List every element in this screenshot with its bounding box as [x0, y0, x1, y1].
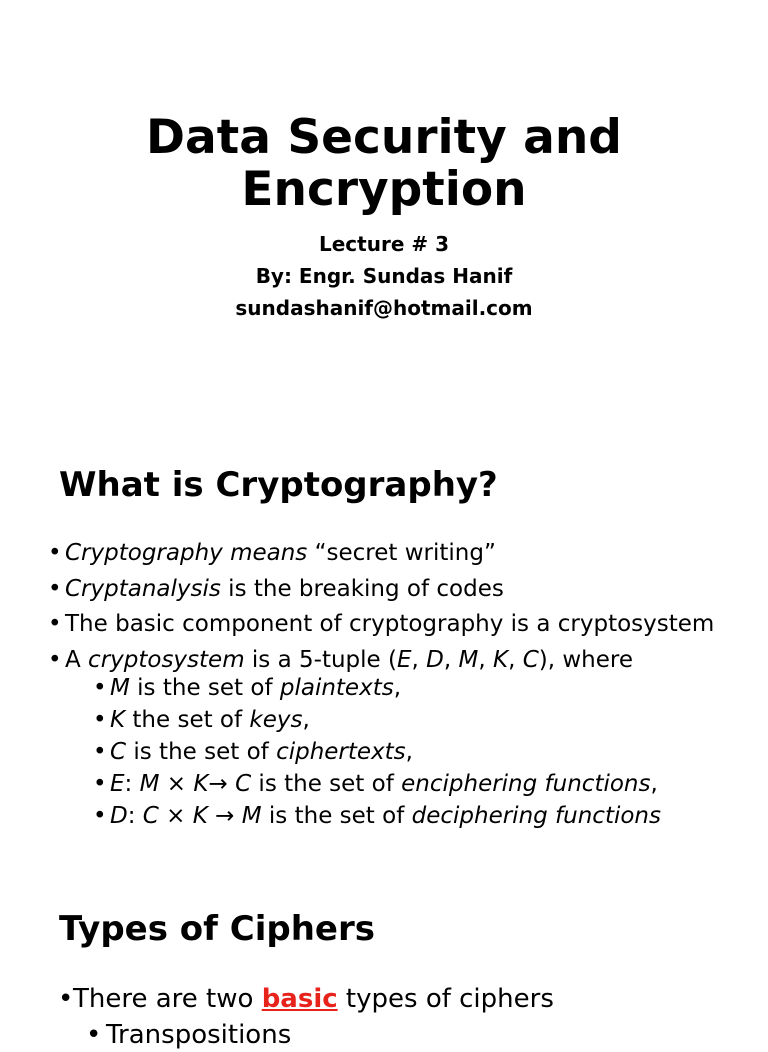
subtitle-block: [0, 228, 768, 324]
bullet-text: types of ciphers: [337, 984, 554, 1014]
term: ciphertexts: [276, 738, 406, 765]
bullet-text: The basic component of cryptography is a cryptosystem: [65, 611, 715, 637]
bullet-item: [48, 646, 748, 832]
operator: ×: [159, 770, 194, 797]
separator: ,: [443, 646, 459, 673]
title-slide: [0, 0, 768, 430]
variable: D: [426, 646, 444, 673]
variable: K: [192, 802, 208, 829]
slide-heading: Types of Ciphers: [59, 909, 375, 949]
bullet-text: A: [65, 646, 89, 673]
bullet-item: [48, 610, 748, 638]
variable: C: [522, 646, 539, 673]
term: cryptosystem: [88, 646, 245, 673]
term: Cryptanalysis: [65, 575, 221, 602]
bullet-text: the set of: [125, 706, 250, 733]
highlighted-word: basic: [261, 984, 338, 1014]
variable: K: [193, 770, 209, 797]
variable: M: [139, 770, 160, 797]
variable: C: [110, 738, 127, 765]
operator: →: [208, 770, 236, 797]
bullet-text: ), where: [538, 646, 633, 673]
sub-bullet-list: [65, 672, 748, 832]
operator: →: [207, 802, 242, 829]
bullet-text: is the set of: [126, 738, 277, 765]
slide-heading: What is Cryptography?: [59, 465, 498, 505]
bullet-item: [58, 982, 758, 1016]
variable: C: [142, 802, 159, 829]
bullet-item: [48, 539, 748, 567]
separator: ,: [302, 706, 310, 733]
separator: ,: [650, 770, 658, 797]
author-email: sundashanif@hotmail.com: [235, 296, 533, 320]
types-of-ciphers-slide: [0, 862, 768, 1050]
bullet-text: is the breaking of codes: [220, 575, 504, 602]
separator: ,: [478, 646, 493, 673]
variable: M: [110, 674, 130, 701]
variable: E: [110, 770, 125, 797]
variable: M: [241, 802, 262, 829]
separator: ,: [508, 646, 523, 673]
term: plaintexts: [279, 674, 394, 701]
term: enciphering functions: [401, 770, 651, 797]
bullet-list: [48, 539, 748, 839]
sub-bullet-item: [93, 768, 748, 800]
sub-bullet-item: [93, 704, 748, 736]
bullet-text: is the set of: [129, 674, 280, 701]
bullet-text: is the set of: [251, 770, 402, 797]
operator: ×: [158, 802, 193, 829]
term: Cryptography means: [65, 540, 308, 566]
lecture-number: Lecture # 3: [319, 232, 449, 256]
author-name: By: Engr. Sundas Hanif: [255, 264, 513, 288]
separator: ,: [393, 674, 402, 701]
title-line-1: Data Security and: [146, 110, 622, 165]
separator: :: [124, 770, 140, 797]
cryptography-slide: [0, 430, 768, 862]
sub-bullet-item: [93, 672, 748, 704]
variable: E: [396, 646, 412, 673]
bullet-text: is the set of: [261, 802, 412, 829]
bullet-text: is a 5-tuple (: [244, 646, 397, 673]
sub-bullet-item: [86, 1018, 758, 1052]
variable: K: [110, 706, 126, 733]
sub-bullet-item: [93, 800, 748, 832]
separator: ,: [405, 738, 413, 765]
variable: C: [235, 770, 252, 797]
variable: K: [492, 646, 509, 673]
bullet-text: There are two: [73, 984, 262, 1014]
title-line-2: Encryption: [241, 162, 527, 217]
term: deciphering functions: [411, 802, 661, 829]
separator: ,: [411, 646, 427, 673]
separator: :: [127, 802, 143, 829]
bullet-text: “secret writing”: [307, 540, 496, 566]
variable: M: [458, 646, 479, 673]
sub-bullet-item: [93, 736, 748, 768]
bullet-text: Transpositions: [106, 1020, 292, 1050]
term: keys: [249, 706, 303, 733]
variable: D: [110, 802, 128, 829]
presentation-title: [0, 112, 768, 216]
bullet-list: [58, 982, 758, 1052]
bullet-item: [48, 575, 748, 603]
